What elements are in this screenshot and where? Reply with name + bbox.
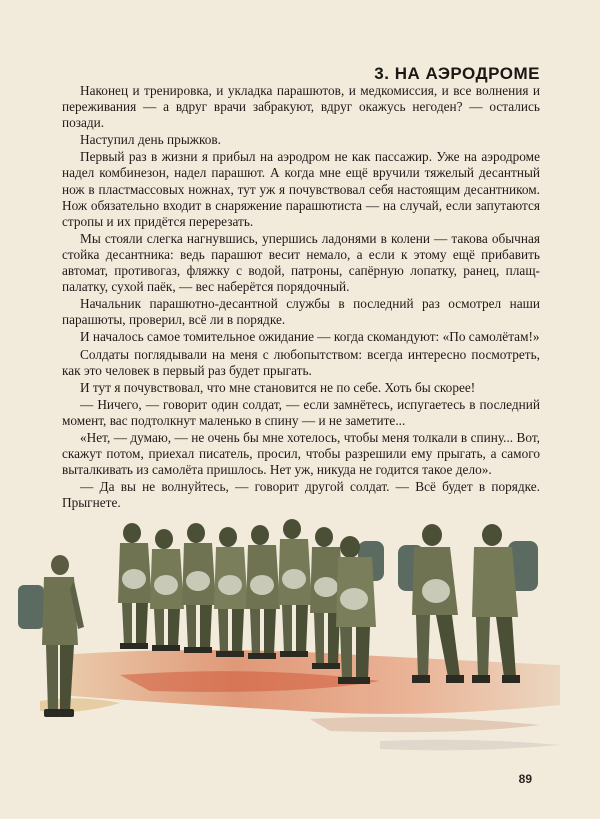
paragraph: — Ничего, — говорит один солдат, — если замнётесь, испугаетесь в последний момент, вас подтолкнут маленько в спину — и не заметите... <box>62 396 540 428</box>
body-text <box>62 83 540 512</box>
paragraph: Первый раз в жизни я прибыл на аэродром не как пассажир. Уже на аэродроме надел комбинезон, надел парашют. А когда мне ещё вручили тяжелый десантный нож в пластмассовых ножнах, тут уж я почувствовал себя настоящим десантником. Нож обязательно входит в снаряжение парашютиста — на случай, если запутаются стропы и их придётся перерезать. <box>62 149 540 229</box>
paragraph: Наступил день прыжков. <box>80 132 221 148</box>
torso <box>472 547 518 617</box>
boot <box>446 675 464 683</box>
boot <box>44 709 60 717</box>
parachute-reserve <box>422 579 450 603</box>
paratrooper <box>278 519 312 657</box>
boot <box>502 675 520 683</box>
head <box>422 524 442 546</box>
paratrooper <box>214 527 248 657</box>
head <box>482 524 502 546</box>
inspector-figure <box>472 524 538 683</box>
parachute-pack <box>18 585 44 629</box>
paratroopers-illustration <box>0 505 600 780</box>
leg <box>46 645 58 711</box>
ground-streak <box>380 740 560 751</box>
paratrooper <box>246 525 280 659</box>
leg <box>416 615 430 677</box>
paratrooper <box>150 529 184 651</box>
chapter-title: 3. НА АЭРОДРОМЕ <box>374 64 540 83</box>
paragraph: Начальник парашютно-десантной службы в последний раз осмотрел наши парашюты, проверил, всё ли в порядке. <box>62 296 540 328</box>
ground-streak <box>310 717 540 732</box>
paratrooper <box>182 523 216 653</box>
boot <box>472 675 490 683</box>
paratrooper <box>118 523 152 649</box>
paragraph: Мы стояли слегка нагнувшись, упершись ладонями в колени — такова обычная стойка десантника: ведь парашют весит немало, а если к этому ещё прибавить автомат, противогаз, фляжку с водой, патроны, сапёрную лопатку, ранец, плащ-палатку, сухой паёк, — вес наберётся порядочный. <box>62 230 540 295</box>
boot <box>58 709 74 717</box>
page-number: 89 <box>518 772 532 786</box>
paragraph: «Нет, — думаю, — не очень бы мне хотелось, чтобы меня толкали в спину... Вот, скажут потом, приехал писатель, просил, чтобы разрешили ему прыгать, а самого выталкивать из самолёта пришлось. Нет уж, никуда не годится такое дело». <box>62 429 540 478</box>
paragraph: И тут я почувствовал, что мне становится не по себе. Хоть бы скорее! <box>80 379 476 395</box>
leg <box>476 617 490 677</box>
paragraph: Наконец и тренировка, и укладка парашютов, и медкомиссия, и все волнения и переживания — а вдруг врачи забракуют, вдруг окажусь негоден? — остались позади. <box>62 83 540 131</box>
head <box>51 555 69 575</box>
paragraph: — Да вы не волнуйтесь, — говорит другой солдат. — Всё будет в порядке. Прыгнете. <box>62 479 540 511</box>
paragraph: И началось самое томительное ожидание — когда скомандуют: «По самолётам!» <box>80 329 540 345</box>
paragraph: Солдаты поглядывали на меня с любопытством: всегда интересно посмотреть, как это человек в первый раз будет прыгать. <box>62 346 540 378</box>
boot <box>412 675 430 683</box>
